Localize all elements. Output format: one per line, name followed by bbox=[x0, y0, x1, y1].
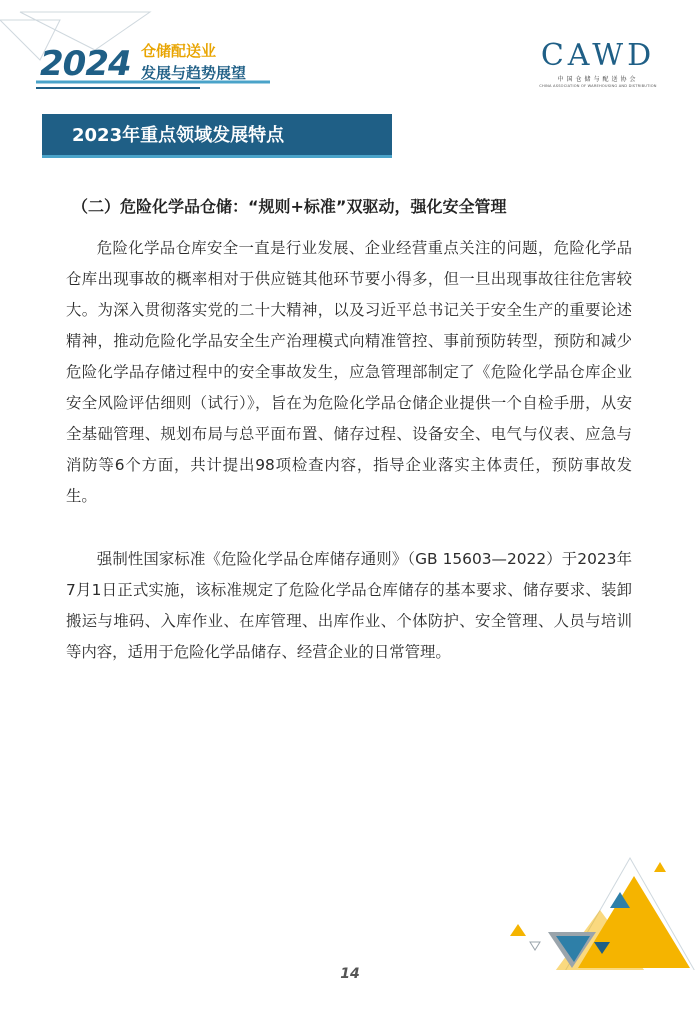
report-year: 2024 bbox=[40, 44, 131, 84]
cawd-logo bbox=[538, 40, 658, 88]
subtitle-line1: 仓储配送业 bbox=[141, 42, 217, 60]
section-banner bbox=[42, 114, 392, 158]
section-title: 2023年重点领域发展特点 bbox=[72, 125, 285, 146]
subtitle-line2: 发展与趋势展望 bbox=[141, 64, 247, 82]
page-header bbox=[0, 0, 700, 100]
logo-text: CAWD bbox=[540, 38, 656, 73]
corner-triangles-decoration bbox=[500, 850, 700, 970]
page-number: 14 bbox=[340, 966, 360, 982]
logo-english-name: CHINA ASSOCIATION OF WAREHOUSING AND DISTRIBUTION bbox=[539, 84, 657, 88]
body-paragraph-1: 危险化学品仓库安全一直是行业发展、企业经营重点关注的问题，危险化学品仓库出现事故的概率相对于供应链其他环节要小得多，但一旦出现事故往往危害较大。为深入贯彻落实党的二十大精神，以及习近平总书记关于安全生产的重要论述精神，推动危险化学品安全生产治理模式向精准管控、事前预防转型，预防和减少危险化学品存储过程中的安全事故发生，应急管理部制定了《危险化学品仓库企业安全风险评估细则（试行）》，旨在为危险化学品仓储企业提供一个自检手册，从安全基础管理、规划布局与总平面布置、储存过程、设备安全、电气与仪表、应急与消防等6个方面，共计提出98项检查内容，指导企业落实主体责任，预防事故发生。 bbox=[66, 239, 632, 505]
report-subtitle bbox=[141, 40, 246, 84]
logo-chinese-name: 中国仓储与配送协会 bbox=[557, 76, 639, 83]
subsection-heading: （二）危险化学品仓储：“规则+标准”双驱动，强化安全管理 bbox=[72, 197, 507, 216]
body-paragraph-2: 强制性国家标准《危险化学品仓库储存通则》（GB 15603—2022）于2023年7月1日正式实施，该标准规定了危险化学品仓库储存的基本要求、储存要求、装卸搬运与堆码、入库作业、在库管理、出库作业、个体防护、安全管理、人员与培训等内容，适用于危险化学品储存、经营企业的日常管理。 bbox=[66, 550, 632, 661]
